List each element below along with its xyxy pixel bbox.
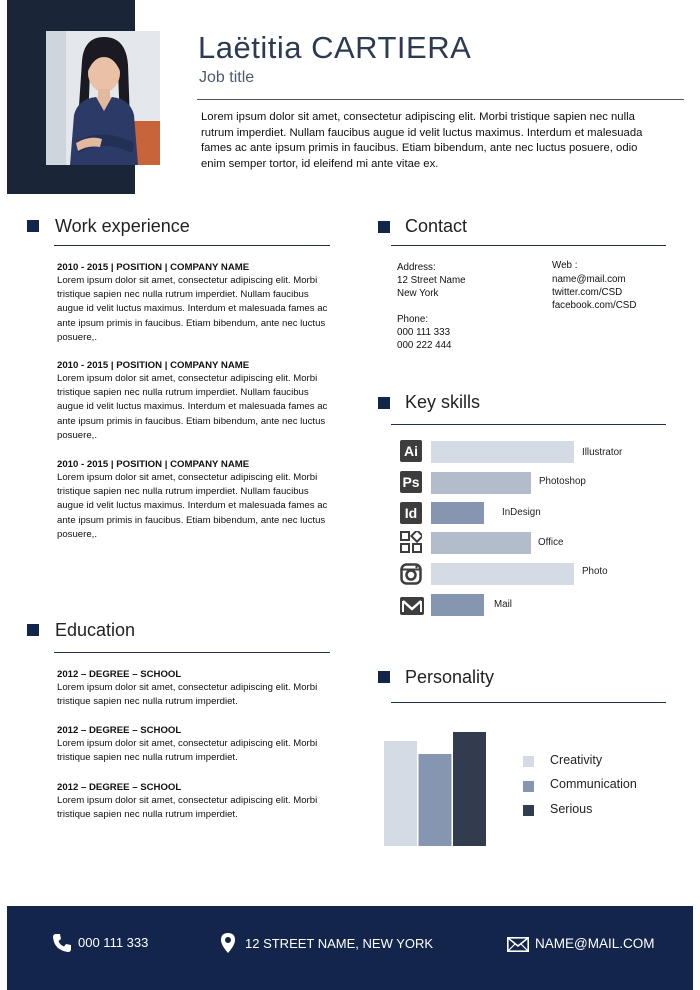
personality-chart [380,726,490,850]
contact-section-marker [378,221,390,233]
legend-swatch [523,805,534,816]
office-icon [400,531,422,553]
skill-label: Photoshop [539,476,586,487]
personality-bar [453,732,486,846]
personality-section-rule [391,702,666,703]
skills-section-marker [378,397,390,409]
personality-section-marker [378,671,390,683]
work-entry-1-body: Lorem ipsum dolor sit amet, consectetur adipiscing elit. Morbi tristique sapien nec nulla rutrum imperdiet. Nullam faucibus augue id velit luctus maximus. Interdum et malesuada fames ac ante ipsum primis in faucibus. Etiam bibendum, ante nec luctus posuere,. [57,275,328,343]
legend-swatch [523,781,534,792]
work-entry-3-body: Lorem ipsum dolor sit amet, consectetur adipiscing elit. Morbi tristique sapien nec nulla rutrum imperdiet. Nullam faucibus augue id velit luctus maximus. Interdum et malesuada fames ac ante ipsum primis in faucibus. Etiam bibendum, ante nec luctus posuere,. [57,472,328,540]
web-label: Web : [552,260,578,271]
skill-bar [431,441,574,463]
header-divider [197,99,684,100]
illustrator-icon: Ai [400,440,422,462]
phone-label: Phone: [397,314,429,325]
personality-bar [384,741,417,846]
work-section-title: Work experience [55,216,190,236]
skill-bar [431,532,531,554]
candidate-name: Laëtitia CARTIERA [198,30,472,65]
work-entry-1-heading: 2010 - 2015 | POSITION | COMPANY NAME [57,262,250,273]
web-values[interactable]: name@mail.com twitter.com/CSD facebook.com/CSD [552,274,637,312]
work-entry-2-heading: 2010 - 2015 | POSITION | COMPANY NAME [57,360,250,371]
education-entry-2-body: Lorem ipsum dolor sit amet, consectetur adipiscing elit. Morbi tristique sapien nec nulla rutrum imperdiet. [57,738,318,764]
footer-phone[interactable]: 000 111 333 [78,935,149,950]
skills-section-rule [391,424,666,425]
intro-paragraph: Lorem ipsum dolor sit amet, consectetur adipiscing elit. Morbi tristique sapien nec nulla rutrum imperdiet. Nullam faucibus augue id velit luctus maximus. Interdum et malesuada fames ac ante ipsum primis in faucibus. Etiam bibendum, ante nec luctus posuere, odio enim semper tortor, id eleifend mi ante vitae ex. [201,111,643,170]
skill-label: Office [538,537,564,548]
education-entry-3-body: Lorem ipsum dolor sit amet, consectetur adipiscing elit. Morbi tristique sapien nec nulla rutrum imperdiet. [57,795,318,821]
phone-values: 000 111 333 000 222 444 [397,327,452,352]
education-section-rule [54,652,330,653]
camera-icon [400,563,422,585]
contact-section-title: Contact [405,216,468,236]
phone-icon [52,933,72,953]
address-value: 12 Street Name New York [397,275,466,300]
skill-label: Illustrator [582,447,623,458]
profile-photo [46,31,160,165]
skill-label: Mail [494,599,512,610]
education-section-title: Education [55,620,136,640]
skill-bar [431,563,574,585]
skills-section-title: Key skills [405,392,481,412]
indesign-icon: Id [400,502,422,524]
envelope-icon [507,937,529,952]
work-entry-2-body: Lorem ipsum dolor sit amet, consectetur adipiscing elit. Morbi tristique sapien nec nulla rutrum imperdiet. Nullam faucibus augue id velit luctus maximus. Interdum et malesuada fames ac ante ipsum primis in faucibus. Etiam bibendum, ante nec luctus posuere,. [57,373,328,441]
footer-address: 12 STREET NAME, NEW YORK [245,936,434,951]
skill-label: InDesign [502,507,541,518]
legend-label: Serious [550,802,593,816]
job-title: Job title [199,69,255,86]
work-section-rule [54,245,330,246]
portrait-image [46,31,160,165]
mail-icon [400,595,424,617]
education-entry-2-heading: 2012 – DEGREE – SCHOOL [57,725,182,736]
location-pin-icon [220,933,236,953]
work-section-marker [27,220,39,232]
education-entry-3-heading: 2012 – DEGREE – SCHOOL [57,782,182,793]
legend-swatch [523,756,534,767]
education-section-marker [27,624,39,636]
photoshop-icon: Ps [400,471,422,493]
education-entry-1-body: Lorem ipsum dolor sit amet, consectetur adipiscing elit. Morbi tristique sapien nec nulla rutrum imperdiet. [57,682,318,708]
personality-section-title: Personality [405,667,495,687]
contact-section-rule [391,245,666,246]
work-entry-3-heading: 2010 - 2015 | POSITION | COMPANY NAME [57,459,250,470]
skill-bar [431,502,484,524]
legend-label: Communication [550,777,637,791]
skill-bar [431,594,484,616]
skill-bar [431,472,531,494]
legend-label: Creativity [550,753,603,767]
personality-bar [419,754,452,846]
address-label: Address: [397,262,436,273]
skill-label: Photo [582,566,608,577]
footer-email[interactable]: NAME@MAIL.COM [535,936,655,951]
education-entry-1-heading: 2012 – DEGREE – SCHOOL [57,669,182,680]
